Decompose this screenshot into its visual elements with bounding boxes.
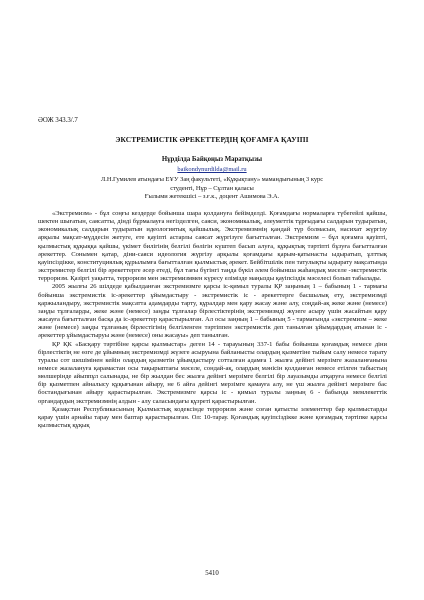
- author-affiliation: [38, 176, 386, 202]
- article-body: [38, 210, 387, 430]
- affiliation-line: Ғылыми жетекшісі – з.ғ.к., доцент Ашимова Э.А.: [144, 193, 280, 201]
- page-number: 5410: [205, 570, 219, 577]
- udc-code: ӘОЖ 343.3/.7: [38, 117, 78, 124]
- article-title: ЭКСТРЕМИСТІК ӘРЕКЕТТЕРДІҢ ҚОҒАМҒА ҚАУІПІ: [115, 135, 309, 144]
- body-paragraph: 2005 жылғы 26 шілдеде қабылданған экстремизмге қарсы іс-қимыл туралы ҚР заңының 1 – бабының 1 - тармағы бойынша экстремистік іс-әрекеттер ұйымдастыру - экстремистік іс - әрекеттерге басшылық ету, экстремизмді қаржыландыру, экстремистік мақсатта адамдарды тарту, құралдар мен қару жасау және алу, соңдай-ақ жеке және (немесе) заңды тұлғаларды, жеке және (немесе) заңды тұлғалар бірлестіктерінің экстремизмді жүзеге асыру үшін жасайтын қару жасауға бағытталған басқа да іс-әрекеттер қарастырылған. Ал осы заңның 1 – бабының 5 - тармағында «экстремизм – жеке және (немесе) заңды тұлғаның бірлестігінің белгіленген тәртіппен экстремистік деп танылған ұйымдардың атынан іс - әрекеттер ұйымдастыруы және (немесе) оны жасауы» деп танылған.: [38, 283, 387, 340]
- author-email-link[interactable]: baikondynurdilda@mail.ru: [177, 166, 247, 173]
- affiliation-line: студенті, Нұр – Сұлтан қаласы: [170, 184, 254, 192]
- author-name: Нұрділда Байқоңыз Маратқызы: [161, 156, 263, 163]
- affiliation-line: Л.Н.Гумилев атындағы ЕҰУ Заң факультеті, «Құқықтану» мамандығының 3 курс: [100, 176, 324, 183]
- body-paragraph: «Экстремизм» - бұл соңғы кездерде бойынша шара қолдануға бейімделді. Қоғамдағы нормаларға түбегейлі қайшы, шектен шығатын, саясатты, дінді бұрмалауға негізделген, саяси, экономикалық, әлеуметтік тұрғыдағы салдарын тудыратын, экономикалық салдарын тудыратын идеологиятық қайшылық. Экстремизмнің қандай түр болмасын, насихат жүргізу арқылы мақсат-мүддесін жетуге, ете қауіпті астарлы саясат жүргізуге бағытталған. Экстремизм – бұл қоғамға қауіпті, қылмыстық құқыққа қайшы, үкімет билігінің белгілі бөлігін күштеп басып алуға, құқықтық тәртіпті бұзуға бағытталған әрекеттер. Сонымен қатар, діни-саяси идеология жүргізу арқылы қоғамдағы қарым-қатынасты ыдыратып, ұлттық қауіпсіздікке, конституциялық құрылымға бағытталған қылмыстық әрекет. Бейбітшілік пен татулықты ыдырату мақсатында экстремистер белгілі бір әрекеттерге әсер етеді, бұл тағы бүгінгі таңда бүкіл әлем бойынша жаһандық мәселе -экстремистік терроризм. Қазіргі уақытта, терроризм мен экстремизммен күресу елімізде маңызды қауіпсіздік мәселесі болып табылады.: [38, 210, 387, 283]
- body-paragraph: ҚР ҚК «Басқару тәртібіне қарсы қылмыстар» деген 14 - тарауының 337-1 бабы бойынша қоғамдық немесе діни бірлестіктің не өзге де ұйымның экстремизмді жүзеге асыруына байланысты олардың қызметіне тыйым салу немесе тарату туралы сот шешімінен кейін олардың қызметін ұйымдастыру сотталған адамға 1 жылға дейінгі мерзімге жазаланғанына немесе жазалануға қарамастан осы тақырыптағы мәселе, сондай-ақ, олардың мәнісін қолданған немесе етілген табыстың мөлшерінде айыппұл салынады, не бір жылдан бес жылға дейінгі мерзімге белгілі бір лауазымды атқаруға немесе белгілі бір қызметпен айналысу құқығынан айыру, не 6 айға дейінгі мерзімге қамауға алу, не үш жылға дейінгі мерзімге бас бостандығынан айыру қарастырылған. Экстремизмге қарсы іс - қимыл туралы заңның 6 - бабында мемлекеттік органдардың экстремизмнің алдын - алу саласындағы құзреті қарастырылған.: [38, 340, 387, 405]
- body-paragraph: Қазақстан Республикасының Қылмыстық кодексінде терроризм және соған қатысты элементтер бар қылмыстарды қарау үшін арнайы тарау мен баптар қарастырылған. Ол: 10-тарау. Қоғамдық қауіпсіздікке және қоғамдық тәртіпке қарсы қылмыстық құқық: [38, 405, 387, 430]
